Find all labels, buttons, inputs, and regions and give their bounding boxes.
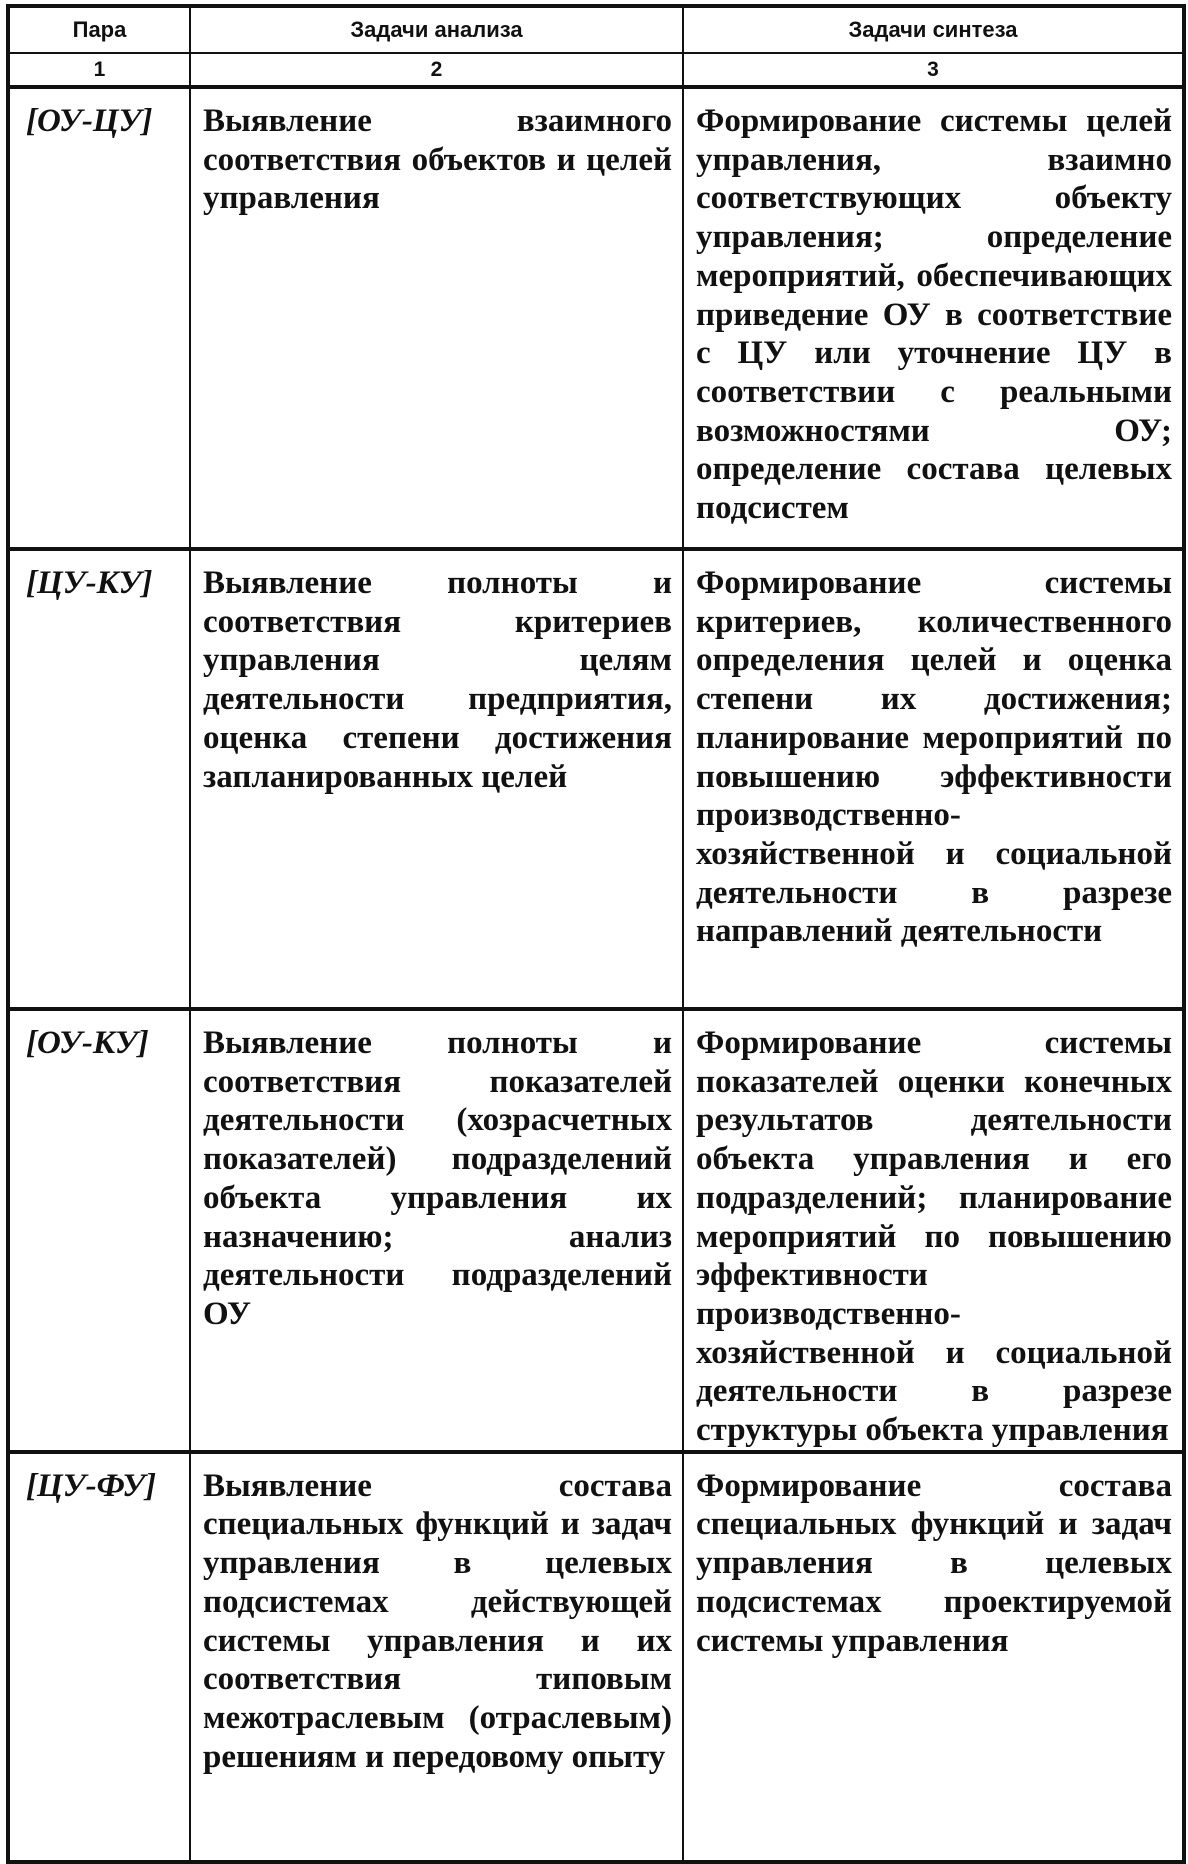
analysis-cell: Выявление полноты и соответствия показателей деятельности (хозрасчетных показателей) подразделений объекта управления их назначению; анализ деятельности подразделений ОУ: [190, 1009, 683, 1452]
table-row: [8, 1009, 1184, 1452]
header-row: [8, 6, 1184, 53]
pair-cell: [ОУ-КУ]: [8, 1009, 190, 1452]
pair-cell: [ЦУ-КУ]: [8, 549, 190, 1009]
synthesis-cell: Формирование состава специальных функций и задач управления в целевых подсистемах проектируемой системы управления: [683, 1452, 1184, 1862]
table-row: [8, 87, 1184, 549]
synthesis-cell: Формирование системы показателей оценки конечных результатов деятельности объекта управления и его подразделений; планирование мероприятий по повышению эффективности производственно-хозяйственной и социальной деятельности в разрезе структуры объекта управления: [683, 1009, 1184, 1452]
column-number-1: 1: [8, 53, 190, 87]
analysis-cell: Выявление взаимного соответствия объектов и целей управления: [190, 87, 683, 549]
pair-cell: [ОУ-ЦУ]: [8, 87, 190, 549]
header-synthesis: Задачи синтеза: [683, 6, 1184, 53]
header-analysis: Задачи анализа: [190, 6, 683, 53]
pair-cell: [ЦУ-ФУ]: [8, 1452, 190, 1862]
column-number-row: [8, 53, 1184, 87]
synthesis-cell: Формирование системы критериев, количественного определения целей и оценка степени их достижения; планирование мероприятий по повышению эффективности производственно-хозяйственной и социальной деятельности в разрезе направлений деятельности: [683, 549, 1184, 1009]
column-number-3: 3: [683, 53, 1184, 87]
analysis-cell: Выявление состава специальных функций и задач управления в целевых подсистемах действующей системы управления и их соответствия типовым межотраслевым (отраслевым) решениям и передовому опыту: [190, 1452, 683, 1862]
table-row: [8, 549, 1184, 1009]
header-pair: Пара: [8, 6, 190, 53]
table-row: [8, 1452, 1184, 1862]
column-number-2: 2: [190, 53, 683, 87]
analysis-cell: Выявление полноты и соответствия критериев управления целям деятельности предприятия, оценка степени достижения запланированных целей: [190, 549, 683, 1009]
synthesis-cell: Формирование системы целей управления, взаимно соответствующих объекту управления; определение мероприятий, обеспечивающих приведение ОУ в соответствие с ЦУ или уточнение ЦУ в соответствии с реальными возможностями ОУ; определение состава целевых подсистем: [683, 87, 1184, 549]
analysis-synthesis-table: [6, 4, 1186, 1864]
